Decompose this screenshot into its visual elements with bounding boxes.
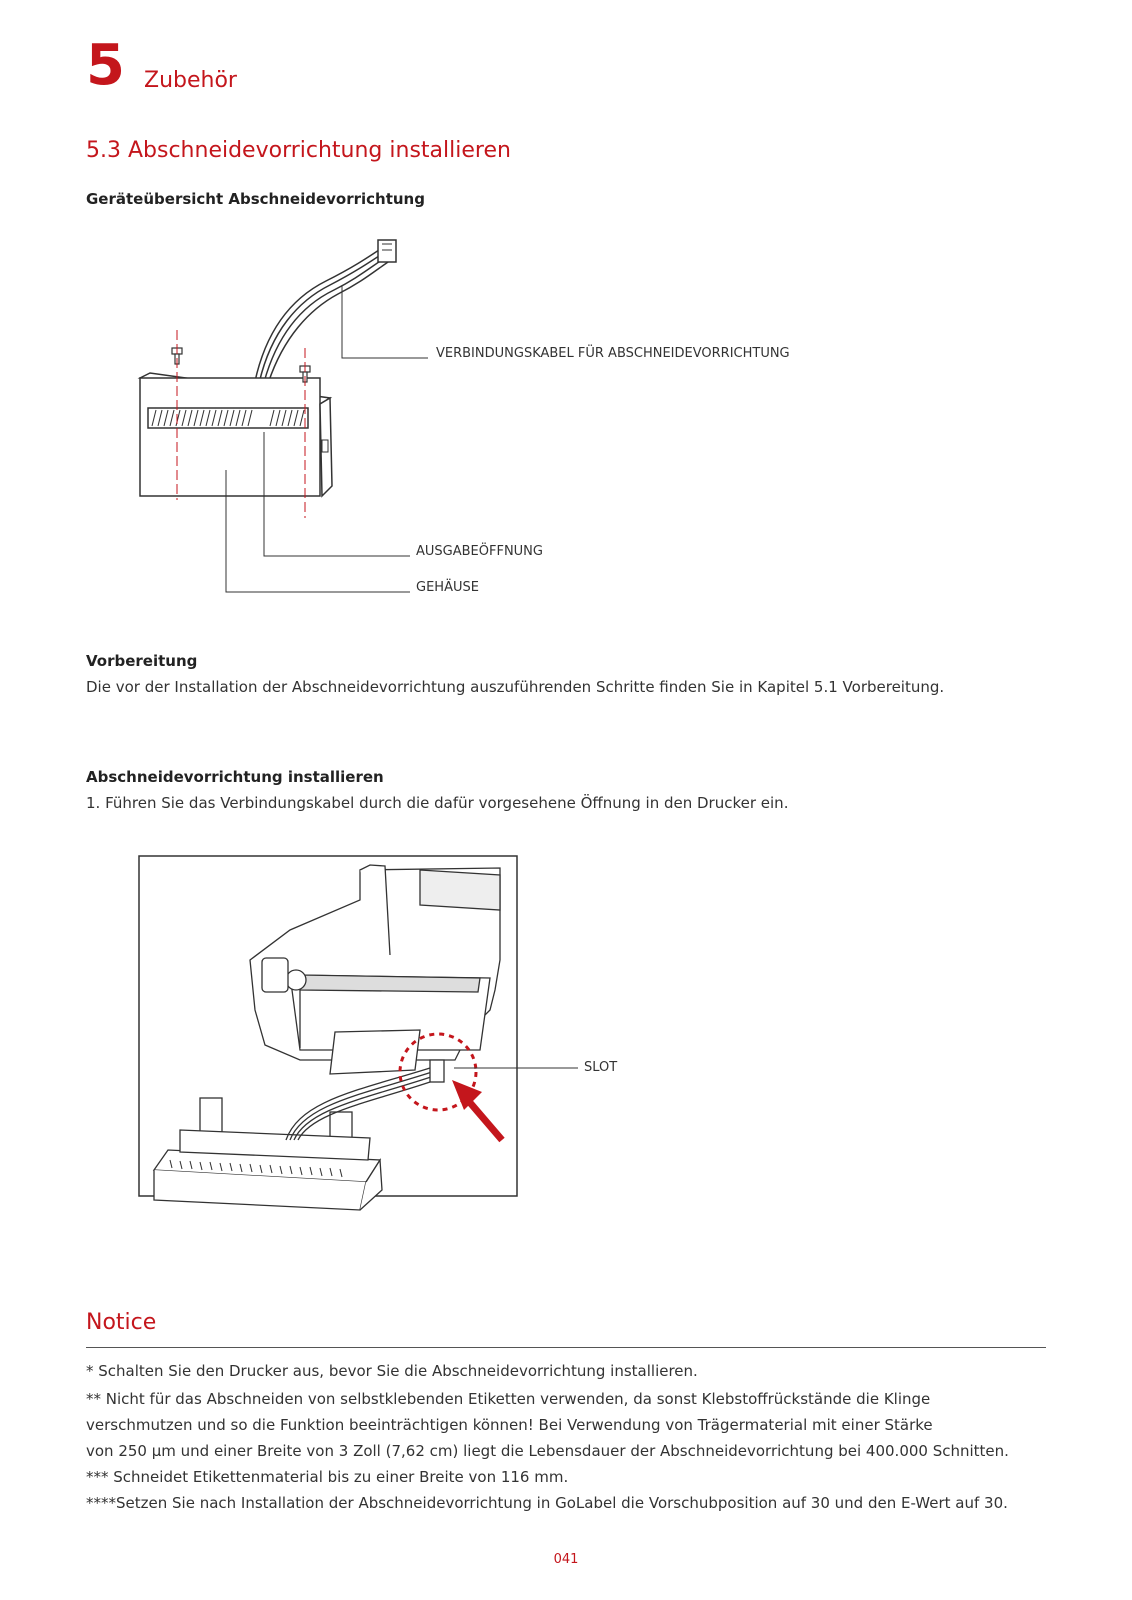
- cable-label: VERBINDUNGSKABEL FÜR ABSCHNEIDEVORRICHTUNG: [436, 346, 790, 361]
- section-title: 5.3 Abschneidevorrichtung installieren: [86, 138, 511, 163]
- install-step-1: 1. Führen Sie das Verbindungskabel durch die dafür vorgesehene Öffnung in den Drucker ein.: [86, 794, 789, 812]
- install-heading: Abschneidevorrichtung installieren: [86, 768, 384, 786]
- notice-line-5: *** Schneidet Etikettenmaterial bis zu einer Breite von 116 mm.: [86, 1468, 569, 1486]
- housing-label: GEHÄUSE: [416, 580, 479, 595]
- notice-title: Notice: [86, 1310, 157, 1335]
- overview-heading: Geräteübersicht Abschneidevorrichtung: [86, 190, 425, 208]
- notice-line-3: verschmutzen und so die Funktion beeinträchtigen können! Bei Verwendung von Trägermaterial mit einer Stärke: [86, 1416, 933, 1434]
- slot-label: SLOT: [584, 1060, 618, 1075]
- preparation-text: Die vor der Installation der Abschneidevorrichtung auszuführenden Schritte finden Sie in Kapitel 5.1 Vorbereitung.: [86, 678, 945, 696]
- preparation-heading: Vorbereitung: [86, 652, 198, 670]
- page-number: 041: [553, 1552, 579, 1567]
- notice-divider: [86, 1347, 1046, 1348]
- notice-line-1: * Schalten Sie den Drucker aus, bevor Sie die Abschneidevorrichtung installieren.: [86, 1362, 698, 1380]
- chapter-title: Zubehör: [144, 68, 237, 93]
- chapter-number: 5: [86, 33, 125, 98]
- notice-line-4: von 250 µm und einer Breite von 3 Zoll (7,62 cm) liegt die Lebensdauer der Abschneidevorrichtung bei 400.000 Schnitten.: [86, 1442, 1009, 1460]
- notice-line-2: ** Nicht für das Abschneiden von selbstklebenden Etiketten verwenden, da sonst Klebstoffrückstände die Klinge: [86, 1390, 931, 1408]
- outlet-label: AUSGABEÖFFNUNG: [416, 544, 543, 559]
- notice-line-6: ****Setzen Sie nach Installation der Abschneidevorrichtung in GoLabel die Vorschubposition auf 30 und den E-Wert auf 30.: [86, 1494, 1008, 1512]
